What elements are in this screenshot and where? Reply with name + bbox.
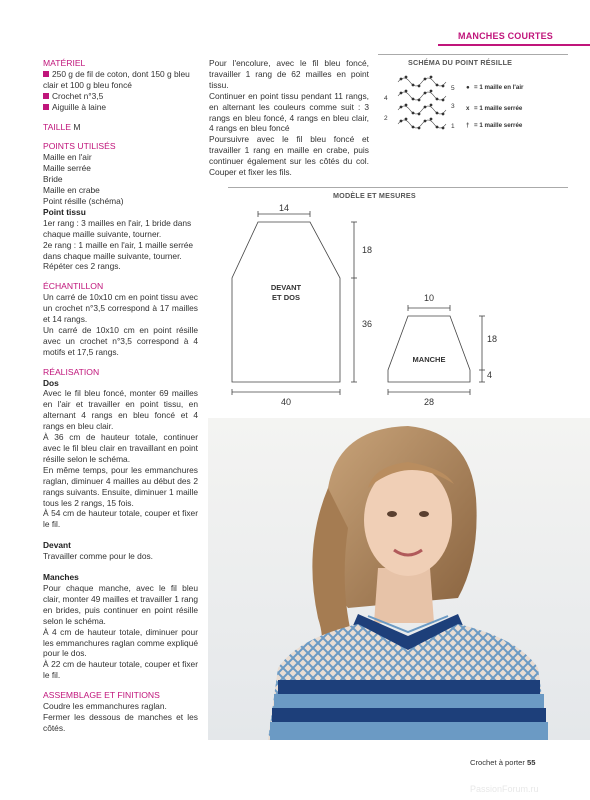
echantillon-heading: ÉCHANTILLON xyxy=(43,281,104,292)
manches-heading: Manches xyxy=(43,572,79,583)
schematic-diagram xyxy=(222,200,502,410)
front-label-1: DEVANT xyxy=(270,283,302,292)
instructions-column-middle xyxy=(209,58,369,178)
row-number: 2 xyxy=(384,115,388,122)
row-number: 3 xyxy=(451,103,455,110)
legend-label-sc: = 1 maille serrée xyxy=(474,105,523,112)
row-number: 1 xyxy=(451,123,455,130)
legend-label-chain: = 1 maille en l'air xyxy=(474,84,524,91)
schema-rule xyxy=(378,54,568,55)
point-tissu-repeat: Répéter ces 2 rangs. xyxy=(43,261,121,272)
point-item: Maille en l'air xyxy=(43,152,92,163)
page-footer xyxy=(470,758,535,767)
legend-symbol-chain: ● xyxy=(466,84,470,91)
dos-text: En même temps, pour les emmanchures raglan, diminuer 4 mailles au début des 2 rangs suivants. Ensuite, diminuer 1 maille tous les 2 rangs, 15 fois. xyxy=(43,464,198,508)
manches-text: À 22 cm de hauteur totale, couper et fixer le fil. xyxy=(43,659,198,681)
row-number: 5 xyxy=(451,85,455,92)
model-photo xyxy=(208,418,590,740)
legend-symbol-sc: x xyxy=(466,105,470,112)
sleeve-top-measure: 10 xyxy=(423,293,435,303)
manches-text: Pour chaque manche, avec le fil bleu clair, monter 49 mailles et travailler 1 rang en brides, puis continuer en point résille selon le schéma. xyxy=(43,582,199,626)
devant-text: Travailler comme pour le dos. xyxy=(43,551,153,562)
front-back-piece xyxy=(232,222,340,382)
instructions-column-left xyxy=(43,58,198,734)
row-number: 4 xyxy=(384,95,388,102)
materiel-item: 250 g de fil de coton, dont 150 g bleu clair et 100 g bleu foncé xyxy=(43,68,190,90)
sleeve-width-measure: 28 xyxy=(423,397,435,407)
front-lower-measure: 36 xyxy=(362,319,373,329)
point-item: Point résille (schéma) xyxy=(43,195,124,206)
page-number: 55 xyxy=(527,758,536,767)
point-item: Bride xyxy=(43,174,63,185)
encolure-text: Pour l'encolure, avec le fil bleu foncé, travailler 1 rang de 62 mailles en point tissu. xyxy=(209,58,369,90)
assemblage-text: Fermer les dessous de manches et les côtés. xyxy=(43,711,198,733)
taille-heading: TAILLE M xyxy=(43,121,81,132)
bullet-icon xyxy=(43,104,49,110)
taille-value: M xyxy=(73,121,81,132)
dos-heading: Dos xyxy=(43,377,59,388)
header-rule xyxy=(438,44,590,46)
legend-label-dc: = 1 maille serrée xyxy=(474,122,523,129)
dos-text: Avec le fil bleu foncé, monter 69 mailles en l'air et travailler en point tissu, en alternant 4 rangs en bleu foncé et 4 rangs en bleu clair. xyxy=(43,388,198,432)
modele-title: MODÈLE ET MESURES xyxy=(333,191,416,200)
watermark: PassionForum.ru xyxy=(470,784,539,794)
front-width-measure: 40 xyxy=(280,397,292,407)
materiel-item: Crochet n°3,5 xyxy=(43,91,198,102)
materiel-item: Aiguille à laine xyxy=(43,102,198,113)
bullet-icon xyxy=(43,71,49,77)
bullet-icon xyxy=(43,93,49,99)
dos-text: À 36 cm de hauteur totale, continuer avec le fil bleu clair en travaillant en point résille selon le schéma. xyxy=(43,432,198,464)
assemblage-heading: ASSEMBLAGE ET FINITIONS xyxy=(43,690,160,701)
modele-rule xyxy=(228,187,568,188)
encolure-text: Poursuivre avec le fil bleu foncé et travailler 1 rang en maille en crabe, puis continuer également sur les côtés du col. Couper et fixer les fils. xyxy=(209,134,369,178)
legend-symbol-dc: † xyxy=(466,122,470,129)
manches-text: À 4 cm de hauteur totale, diminuer pour les emmanchures raglan comme expliqué pour le dos. xyxy=(43,626,199,659)
schema-diagram xyxy=(378,70,590,140)
section-title: MANCHES COURTES xyxy=(458,31,554,41)
echantillon-text: Un carré de 10x10 cm en point résille avec un crochet n°3,5 correspond à 4 motifs et 17,5 rangs. xyxy=(43,324,198,357)
materiel-heading: MATÉRIEL xyxy=(43,58,86,68)
point-item: Maille en crabe xyxy=(43,185,100,196)
magazine-name: Crochet à porter xyxy=(470,758,525,767)
assemblage-text: Coudre les emmanchures raglan. xyxy=(43,701,167,712)
points-heading: POINTS UTILISÉS xyxy=(43,141,116,152)
schema-title: SCHÉMA DU POINT RÉSILLE xyxy=(408,58,513,67)
echantillon-text: Un carré de 10x10 cm en point tissu avec un crochet n°3,5 correspond à 17 mailles et 14 rangs. xyxy=(43,292,198,325)
sleeve-label: MANCHE xyxy=(412,355,446,364)
devant-heading: Devant xyxy=(43,540,71,551)
sleeve-lower-measure: 4 xyxy=(487,370,493,380)
encolure-text: Continuer en point tissu pendant 11 rangs, en alternant les couleurs comme suit : 3 rangs en bleu foncé, 4 rangs en bleu clair, 4 rangs en bleu foncé xyxy=(209,90,369,134)
sleeve-piece xyxy=(388,316,470,382)
front-label-2: ET DOS xyxy=(272,293,300,302)
front-top-measure: 14 xyxy=(278,203,290,213)
sleeve-upper-measure: 18 xyxy=(487,334,498,344)
point-tissu-heading: Point tissu xyxy=(43,206,86,217)
front-upper-measure: 18 xyxy=(362,245,373,255)
realisation-heading: RÉALISATION xyxy=(43,366,100,377)
dos-text: À 54 cm de hauteur totale, couper et fixer le fil. xyxy=(43,508,198,530)
point-item: Maille serrée xyxy=(43,163,91,174)
point-tissu-row2: 2e rang : 1 maille en l'air, 1 maille serrée dans chaque maille suivante, tourner. xyxy=(43,239,194,261)
point-tissu-row1: 1er rang : 3 mailles en l'air, 1 bride dans chaque maille suivante, tourner. xyxy=(43,217,192,239)
